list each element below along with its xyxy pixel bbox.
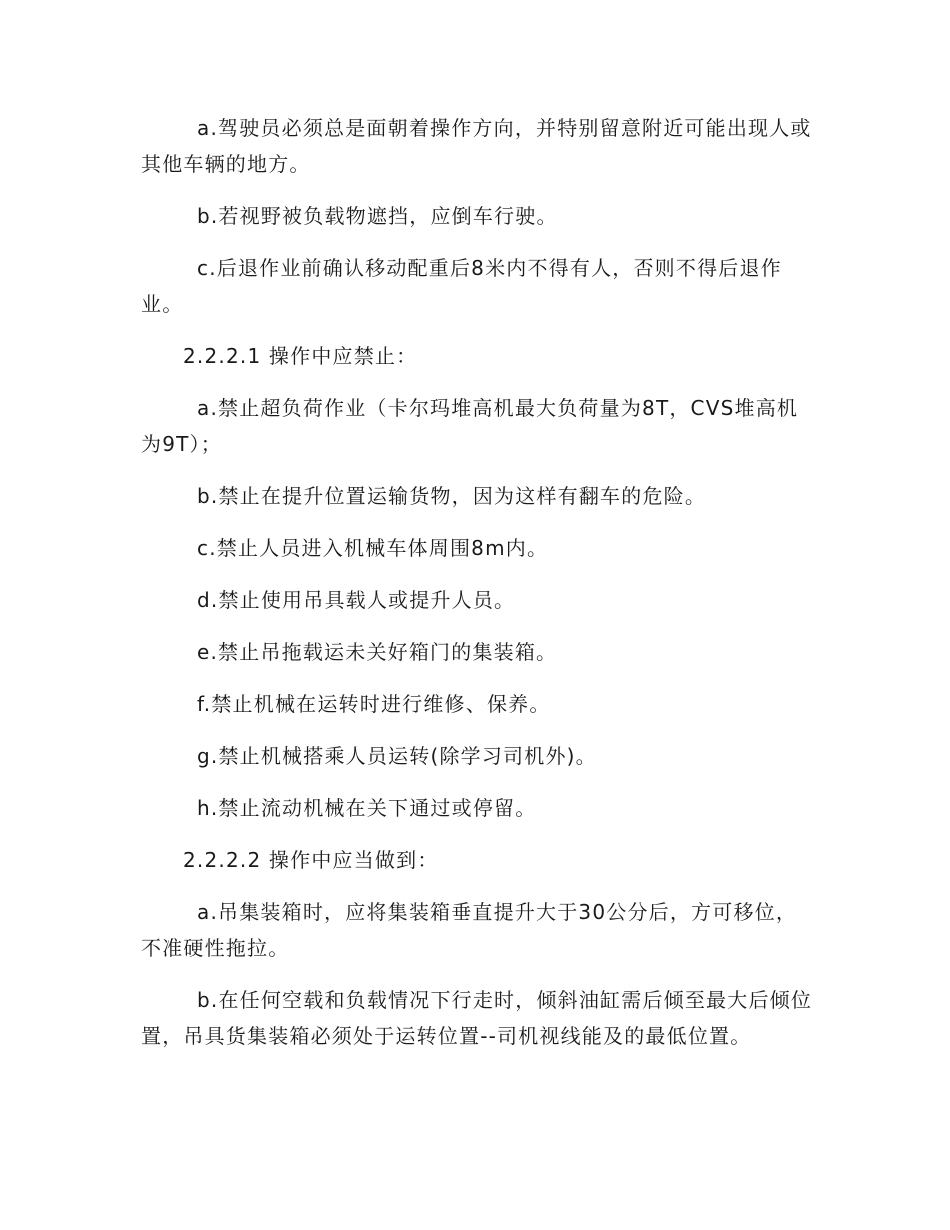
paragraph-a-vertical-lift: a.吊集装箱时，应将集装箱垂直提升大于30公分后，方可移位，不准硬性拖拉。 <box>141 900 798 960</box>
section-heading-2-2-2-2: 2.2.2.2 操作中应当做到： <box>183 848 439 872</box>
paragraph-b-reverse-driving: b.若视野被负载物遮挡，应倒车行驶。 <box>197 204 558 228</box>
paragraph-h-no-stopping-under: h.禁止流动机械在关下通过或停留。 <box>197 796 537 820</box>
paragraph-c-no-personnel-8m: c.禁止人员进入机械车体周围8m内。 <box>197 536 549 560</box>
paragraph-c-reverse-check: c.后退作业前确认移动配重后8米内不得有人，否则不得后退作业。 <box>141 256 782 316</box>
paragraph-a-driver-direction: a.驾驶员必须总是面朝着操作方向，并特别留意附近可能出现人或其他车辆的地方。 <box>141 116 812 176</box>
paragraph-d-no-lifting-people: d.禁止使用吊具载人或提升人员。 <box>197 588 516 612</box>
section-heading-2-2-2-1: 2.2.2.1 操作中应禁止： <box>183 344 418 368</box>
paragraph-f-no-maintenance-running: f.禁止机械在运转时进行维修、保养。 <box>197 692 551 716</box>
paragraph-g-no-passengers: g.禁止机械搭乘人员运转(除学习司机外)。 <box>197 744 597 768</box>
paragraph-e-no-open-door-container: e.禁止吊拖载运未关好箱门的集装箱。 <box>197 640 558 664</box>
paragraph-b-travel-position: b.在任何空载和负载情况下行走时，倾斜油缸需后倾至最大后倾位置，吊具货集装箱必须处于运转位置--司机视线能及的最低位置。 <box>141 988 813 1048</box>
paragraph-a-no-overload: a.禁止超负荷作业（卡尔玛堆高机最大负荷量为8T，CVS堆高机为9T）； <box>141 396 799 456</box>
paragraph-b-no-raised-transport: b.禁止在提升位置运输货物，因为这样有翻车的危险。 <box>197 484 707 508</box>
